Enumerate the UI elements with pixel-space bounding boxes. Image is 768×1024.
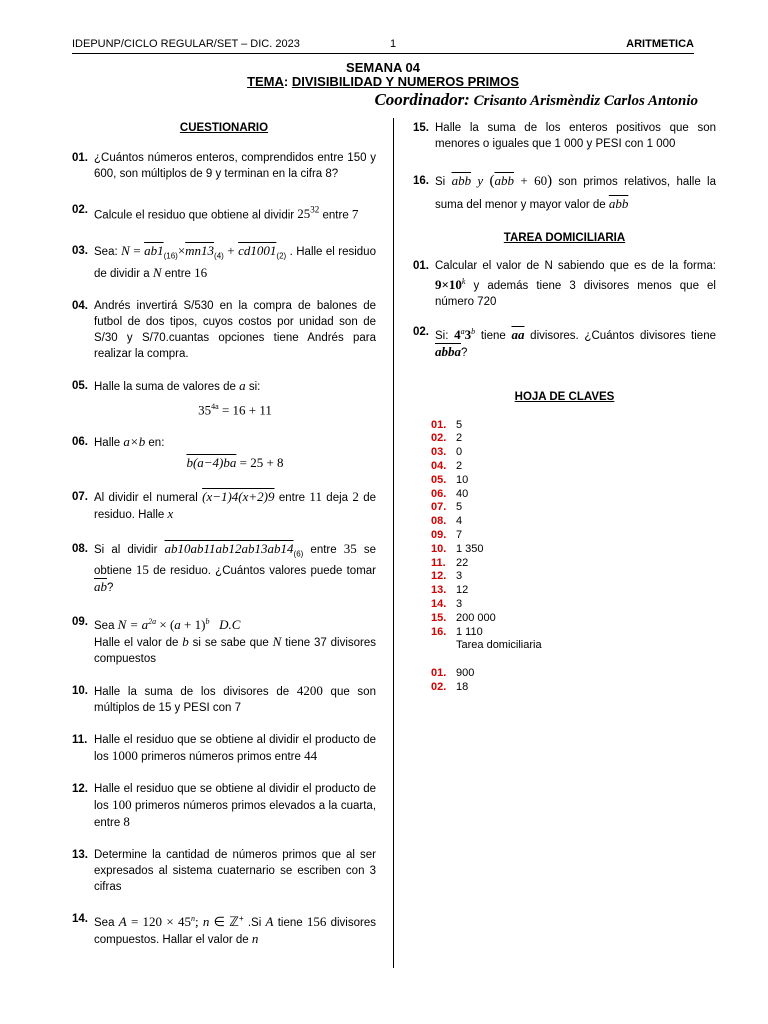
question-02: 02. Calcule el residuo que obtiene al dividir $25^{32}$ entre 7 (72, 204, 359, 222)
question-07: 07. Al dividir el numeral (x−1)4(x+2)9 entre 11 deja 2 de residuo. Halle x (72, 488, 377, 521)
answer-key-number: 11. (431, 556, 446, 569)
answer-key-value: 5 (456, 501, 463, 514)
section-cuestionario: CUESTIONARIO (179, 122, 269, 134)
question-04: 04. Andrés invertirá S/530 en la compra de balones de futbol de dos tipos, cuyos costos por unidad son de S/30 y S/70.cuantas opciones tiene Andrés para realizar la compra. (72, 299, 376, 360)
answer-key-item (431, 432, 716, 446)
task-01: 01. Calcular el valor de N sabiendo que es de la forma: $9\times 10^k$ y además tiene 3 divisores menos que el número 720 (413, 260, 716, 308)
answer-key-value: 18 (456, 681, 469, 693)
answer-key-item (431, 570, 716, 584)
tarea-keys-label: Tarea domiciliaria (456, 639, 542, 652)
right-column (413, 120, 716, 695)
answer-key-number: 02. (431, 432, 447, 445)
question-01: 01. ¿Cuántos números enteros, comprendidos entre 150 y 600, son múltiplos de 9 y terminan en la cifra 8? (72, 152, 376, 180)
answer-key-item (431, 557, 716, 571)
question-13: 13. Determine la cantidad de números primos que al ser expresados al sistema cuaternario se escriben con 3 cifras (72, 849, 376, 894)
answer-key-value: 900 (456, 667, 475, 680)
answer-key-number: 10. (431, 542, 447, 555)
question-10: 10. Halle la suma de los divisores de 4200 que son múltiplos de 15 y PESI con 7 (72, 683, 376, 715)
column-divider (393, 118, 394, 968)
answer-key-item (431, 419, 716, 433)
header-subject: ARITMETICA (626, 38, 694, 50)
answer-key-number: 01. (431, 667, 447, 680)
answer-key-number: 06. (431, 487, 447, 500)
answer-key-number: 01. (431, 418, 447, 431)
answer-key-value: 3 (456, 598, 463, 611)
task-02: 02. Si: 4$^a$3$^b$ tiene $\overline{aa}$ divisores. ¿Cuántos divisores tiene abba? (413, 325, 716, 359)
question-15: 15. Halle la suma de los enteros positivos que son menores o iguales que 1 000 y PESI con 1 000 (413, 122, 716, 150)
answer-key-value: 10 (456, 473, 469, 486)
title-block (72, 61, 694, 89)
answer-key-value: 5 (456, 418, 463, 431)
answer-key-number: 13. (431, 584, 447, 597)
answer-key-number: 09. (431, 529, 447, 542)
coordinator: Coordinador: Crisanto Arismèndiz Carlos Antonio (374, 90, 698, 109)
answer-key-value: 4 (456, 515, 463, 528)
answer-key-item (431, 529, 716, 543)
answer-key-number: 16. (431, 625, 447, 638)
answer-key-number: 03. (431, 446, 447, 459)
answer-key-number: 12. (431, 570, 447, 583)
answer-key-item (431, 543, 716, 557)
answer-key-item (431, 598, 716, 612)
answer-key-item (431, 446, 716, 460)
answer-key-number: 15. (431, 611, 447, 624)
question-06: 06. Halle a×b en: b(a−4)ba = 25 + 8 (72, 434, 376, 471)
question-16: 16. Si $\overline{abb}$ y $(\overline{abb} + 60)$ son primos relativos, halle la suma del menor y mayor valor de $\overline{abb}$ (413, 173, 717, 211)
question-05: 05. Halle la suma de valores de a si: $35^{4a} = 16 + 11$ (72, 378, 376, 418)
answer-key-item (431, 681, 716, 695)
answer-key-number: 05. (431, 473, 447, 486)
page-header (72, 38, 694, 54)
question-11: 11. Halle el residuo que se obtiene al dividir el producto de los 1000 primeros números primos entre 44 (72, 734, 376, 764)
answer-key-item (431, 584, 716, 598)
answer-key-item (431, 460, 716, 474)
answer-key-value: 0 (456, 446, 463, 459)
answer-key-number: 07. (431, 501, 447, 514)
week-title: SEMANA 04 (346, 60, 420, 75)
answer-key-value: 200 000 (456, 611, 496, 624)
answer-key-value: 1 110 (456, 625, 483, 638)
section-hoja-claves: HOJA DE CLAVES (514, 390, 615, 403)
answer-key-item (431, 667, 716, 681)
answer-key-value: 7 (456, 529, 463, 542)
question-08: 08. Si al dividir $ab10ab11ab12ab13ab14_{(6)}$ entre 35 se obtiene 15 de residuo. ¿Cuántos valores puede tomar $\overline{ab}$? (72, 540, 377, 595)
answer-key-item (431, 515, 716, 529)
section-tarea: TAREA DOMICILIARIA (503, 232, 626, 244)
answer-keys (413, 419, 716, 640)
question-14: 14. Sea $A = 120 \times 45^n$; n ∈ ℤ+ .Si A tiene 156 divisores compuestos. Hallar el valor de n (72, 913, 376, 946)
topic-title: TEMA: DIVISIBILIDAD Y NUMEROS PRIMOS (247, 74, 519, 89)
header-rule (72, 53, 694, 54)
equation-06: b(a−4)ba = 25 + 8 (186, 454, 284, 470)
question-03: 03. Sea: $N = ab1_{(16)}\times mn13_{(4)} + cd1001_{(2)}$ . Halle el residuo de dividir a N entre 16 (72, 243, 376, 280)
answer-key-item (431, 501, 716, 515)
answer-key-value: 2 (456, 432, 463, 445)
question-12: 12. Halle el residuo que se obtiene al dividir el producto de los 100 primeros números primos elevados a la cuarta, entre 8 (72, 783, 377, 830)
answer-key-value: 40 (456, 487, 469, 500)
answer-key-item (431, 488, 716, 502)
answer-key-value: 12 (456, 584, 469, 597)
answer-key-item (431, 474, 716, 488)
question-09: 09. Sea $N = a^{2a} \times (a + 1)^b$ D.C Halle el valor de b si se sabe que N tiene 37 divisores compuestos (72, 616, 376, 666)
left-column (72, 120, 376, 948)
answer-key-value: 3 (456, 570, 463, 583)
answer-key-number: 04. (431, 460, 447, 473)
answer-key-item (431, 612, 716, 626)
answer-key-value: 1 350 (456, 542, 484, 555)
answer-key-value: 22 (456, 556, 469, 569)
equation-05: $35^{4a} = 16 + 11$ (198, 401, 272, 417)
answer-key-item (431, 626, 716, 640)
page-number: 1 (390, 38, 397, 50)
answer-key-number: 14. (431, 598, 447, 611)
header-course: IDEPUNP/CICLO REGULAR/SET – DIC. 2023 (72, 38, 300, 50)
tarea-answer-keys (413, 667, 716, 695)
answer-key-number: 02. (431, 681, 447, 693)
answer-key-number: 08. (431, 515, 447, 528)
answer-key-value: 2 (456, 460, 463, 473)
